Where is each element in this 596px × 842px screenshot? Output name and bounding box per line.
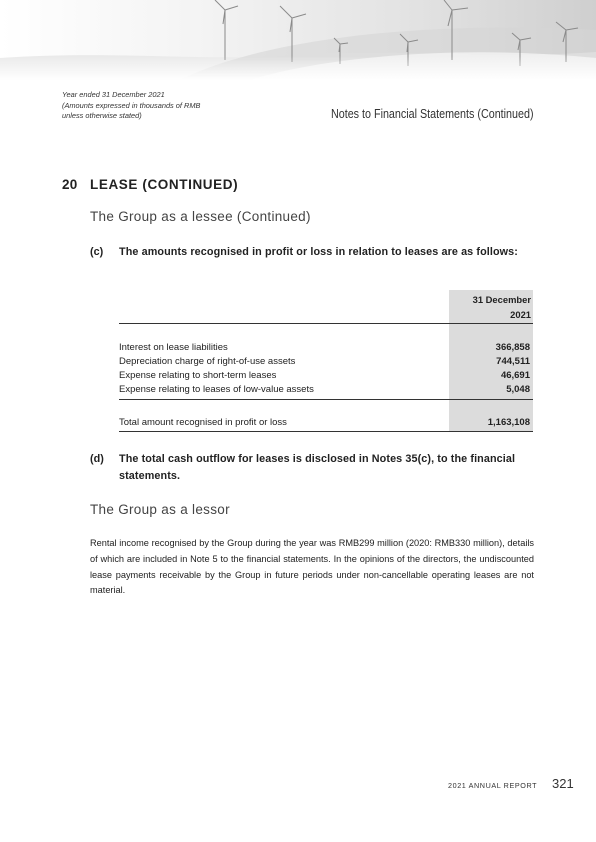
subtotal-rule xyxy=(119,399,533,400)
lessor-paragraph: Rental income recognised by the Group during the year was RMB299 million (2020: RMB330 million), details of which are included in Note 5 to the financial statements. In the opinions of the directors, the undiscounted lease payments receivable by the Group in future periods under non-cancellable operating leases are not material. xyxy=(90,538,534,596)
item-c-label: (c) xyxy=(90,246,104,258)
column-header-date: 31 December xyxy=(472,294,531,305)
lessor-heading: The Group as a lessor xyxy=(90,502,230,517)
total-rule xyxy=(119,431,533,432)
row-label: Depreciation charge of right-of-use assets xyxy=(119,356,296,367)
table-header-rule xyxy=(119,323,533,324)
row-value: 5,048 xyxy=(506,384,530,395)
section-number: 20 xyxy=(62,177,78,192)
total-label: Total amount recognised in profit or loss xyxy=(119,417,287,428)
column-header-year: 2021 xyxy=(510,309,531,320)
row-label: Expense relating to leases of low-value assets xyxy=(119,384,314,395)
total-value: 1,163,108 xyxy=(487,417,530,428)
row-value: 366,858 xyxy=(495,342,530,353)
row-value: 744,511 xyxy=(496,356,530,367)
row-label: Interest on lease liabilities xyxy=(119,342,228,353)
report-label: 2021 ANNUAL REPORT xyxy=(448,781,538,790)
period-line-1: Year ended 31 December 2021 xyxy=(62,90,165,99)
running-title: Notes to Financial Statements (Continued) xyxy=(331,107,534,121)
report-period-note xyxy=(62,90,262,122)
item-d-text: The total cash outflow for leases is disclosed in Notes 35(c), to the financial statements. xyxy=(119,453,516,482)
item-d-label: (d) xyxy=(90,453,104,465)
section-title: LEASE (CONTINUED) xyxy=(90,177,239,192)
period-line-3: unless otherwise stated) xyxy=(62,111,142,120)
page-number: 321 xyxy=(552,776,574,791)
row-value: 46,691 xyxy=(500,370,530,381)
row-label: Expense relating to short-term leases xyxy=(119,370,277,381)
item-c-text: The amounts recognised in profit or loss in relation to leases are as follows: xyxy=(119,246,518,258)
period-line-2: (Amounts expressed in thousands of RMB xyxy=(62,100,201,110)
lessee-heading: The Group as a lessee (Continued) xyxy=(90,209,311,224)
header-banner-image xyxy=(0,0,596,80)
